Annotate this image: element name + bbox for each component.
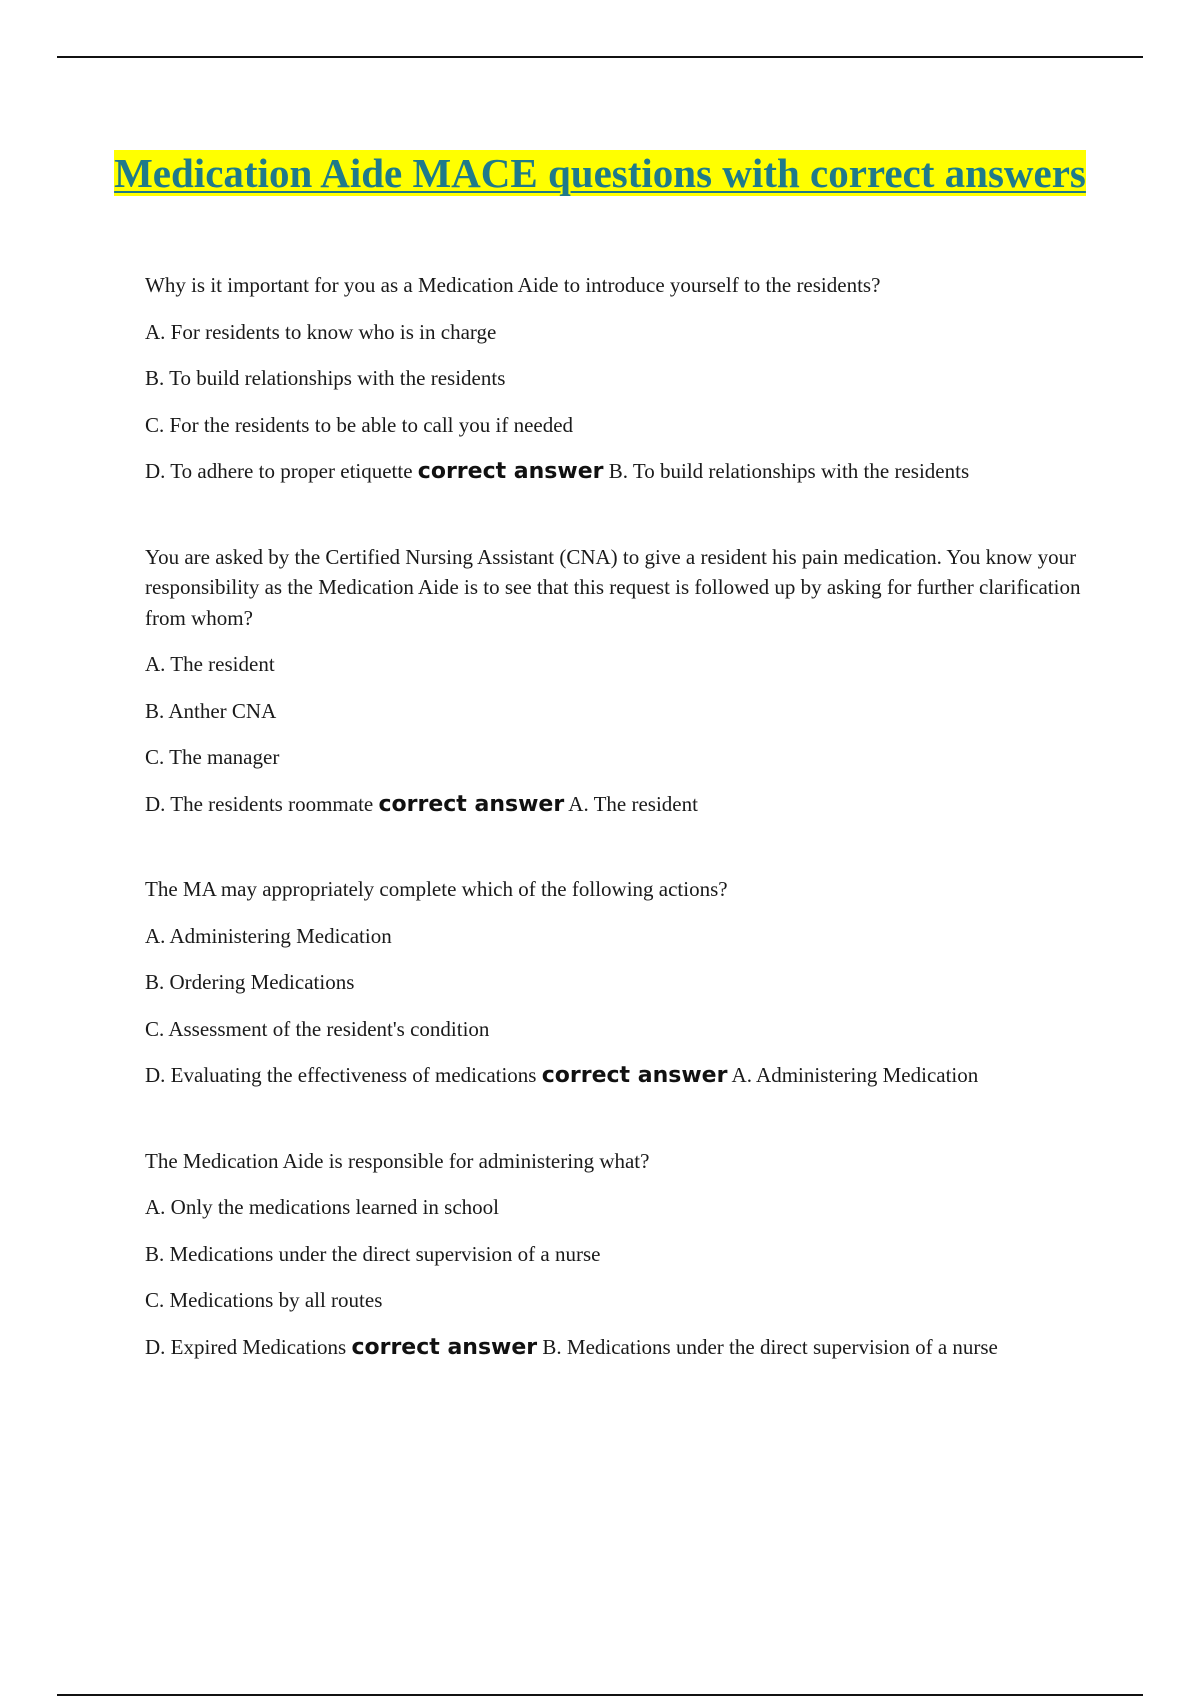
- option-d-with-answer: [145, 456, 1095, 488]
- question-text: Why is it important for you as a Medication Aide to introduce yourself to the residents?: [145, 273, 881, 297]
- option-c: C. For the residents to be able to call you if needed: [145, 412, 574, 437]
- bottom-rule: [57, 1694, 1143, 1696]
- option-a: A. Only the medications learned in school: [145, 1195, 499, 1219]
- question-text: You are asked by the Certified Nursing Assistant (CNA) to give a resident his pain medication. You know your responsibility as the Medication Aide is to see that this request is followed up by asking for further clarification from whom?: [145, 544, 1081, 630]
- option-c: C. Medications by all routes: [145, 1288, 383, 1312]
- correct-answer-label: correct answer: [351, 1334, 538, 1360]
- option-a: A. Administering Medication: [145, 923, 392, 948]
- correct-answer-text: B. To build relationships with the residents: [608, 459, 970, 483]
- option-c: C. Assessment of the resident's condition: [145, 1016, 490, 1041]
- document-title: Medication Aide MACE questions with correct answers: [114, 150, 1086, 196]
- option-d-with-answer: [145, 789, 1095, 821]
- option-d: D. To adhere to proper etiquette: [145, 459, 413, 483]
- option-b: B. Anther CNA: [145, 698, 277, 723]
- option-c: C. The manager: [145, 745, 280, 769]
- option-d: D. Expired Medications: [145, 1334, 347, 1359]
- question-block: [145, 874, 1095, 1092]
- option-b: B. Ordering Medications: [145, 970, 355, 994]
- correct-answer-label: correct answer: [541, 1063, 728, 1088]
- option-d-with-answer: [145, 1332, 1095, 1364]
- top-rule: [57, 56, 1143, 58]
- question-text: The Medication Aide is responsible for administering what?: [145, 1148, 650, 1173]
- correct-answer-text: A. The resident: [568, 791, 698, 816]
- option-b: B. To build relationships with the residents: [145, 366, 506, 390]
- question-block: [145, 542, 1095, 821]
- option-d: D. The residents roommate: [145, 791, 374, 816]
- option-a: A. For residents to know who is in charge: [145, 319, 497, 344]
- option-d-with-answer: [145, 1060, 1095, 1092]
- document-body: [145, 270, 1095, 1417]
- question-text: The MA may appropriately complete which of the following actions?: [145, 877, 728, 901]
- correct-answer-label: correct answer: [378, 791, 565, 817]
- question-block: [145, 270, 1095, 488]
- correct-answer-text: B. Medications under the direct supervision of a nurse: [542, 1334, 998, 1359]
- option-a: A. The resident: [145, 652, 275, 676]
- correct-answer-label: correct answer: [417, 459, 604, 484]
- option-d: D. Evaluating the effectiveness of medications: [145, 1063, 537, 1087]
- option-b: B. Medications under the direct supervision of a nurse: [145, 1241, 601, 1266]
- correct-answer-text: A. Administering Medication: [731, 1063, 979, 1087]
- question-block: [145, 1146, 1095, 1364]
